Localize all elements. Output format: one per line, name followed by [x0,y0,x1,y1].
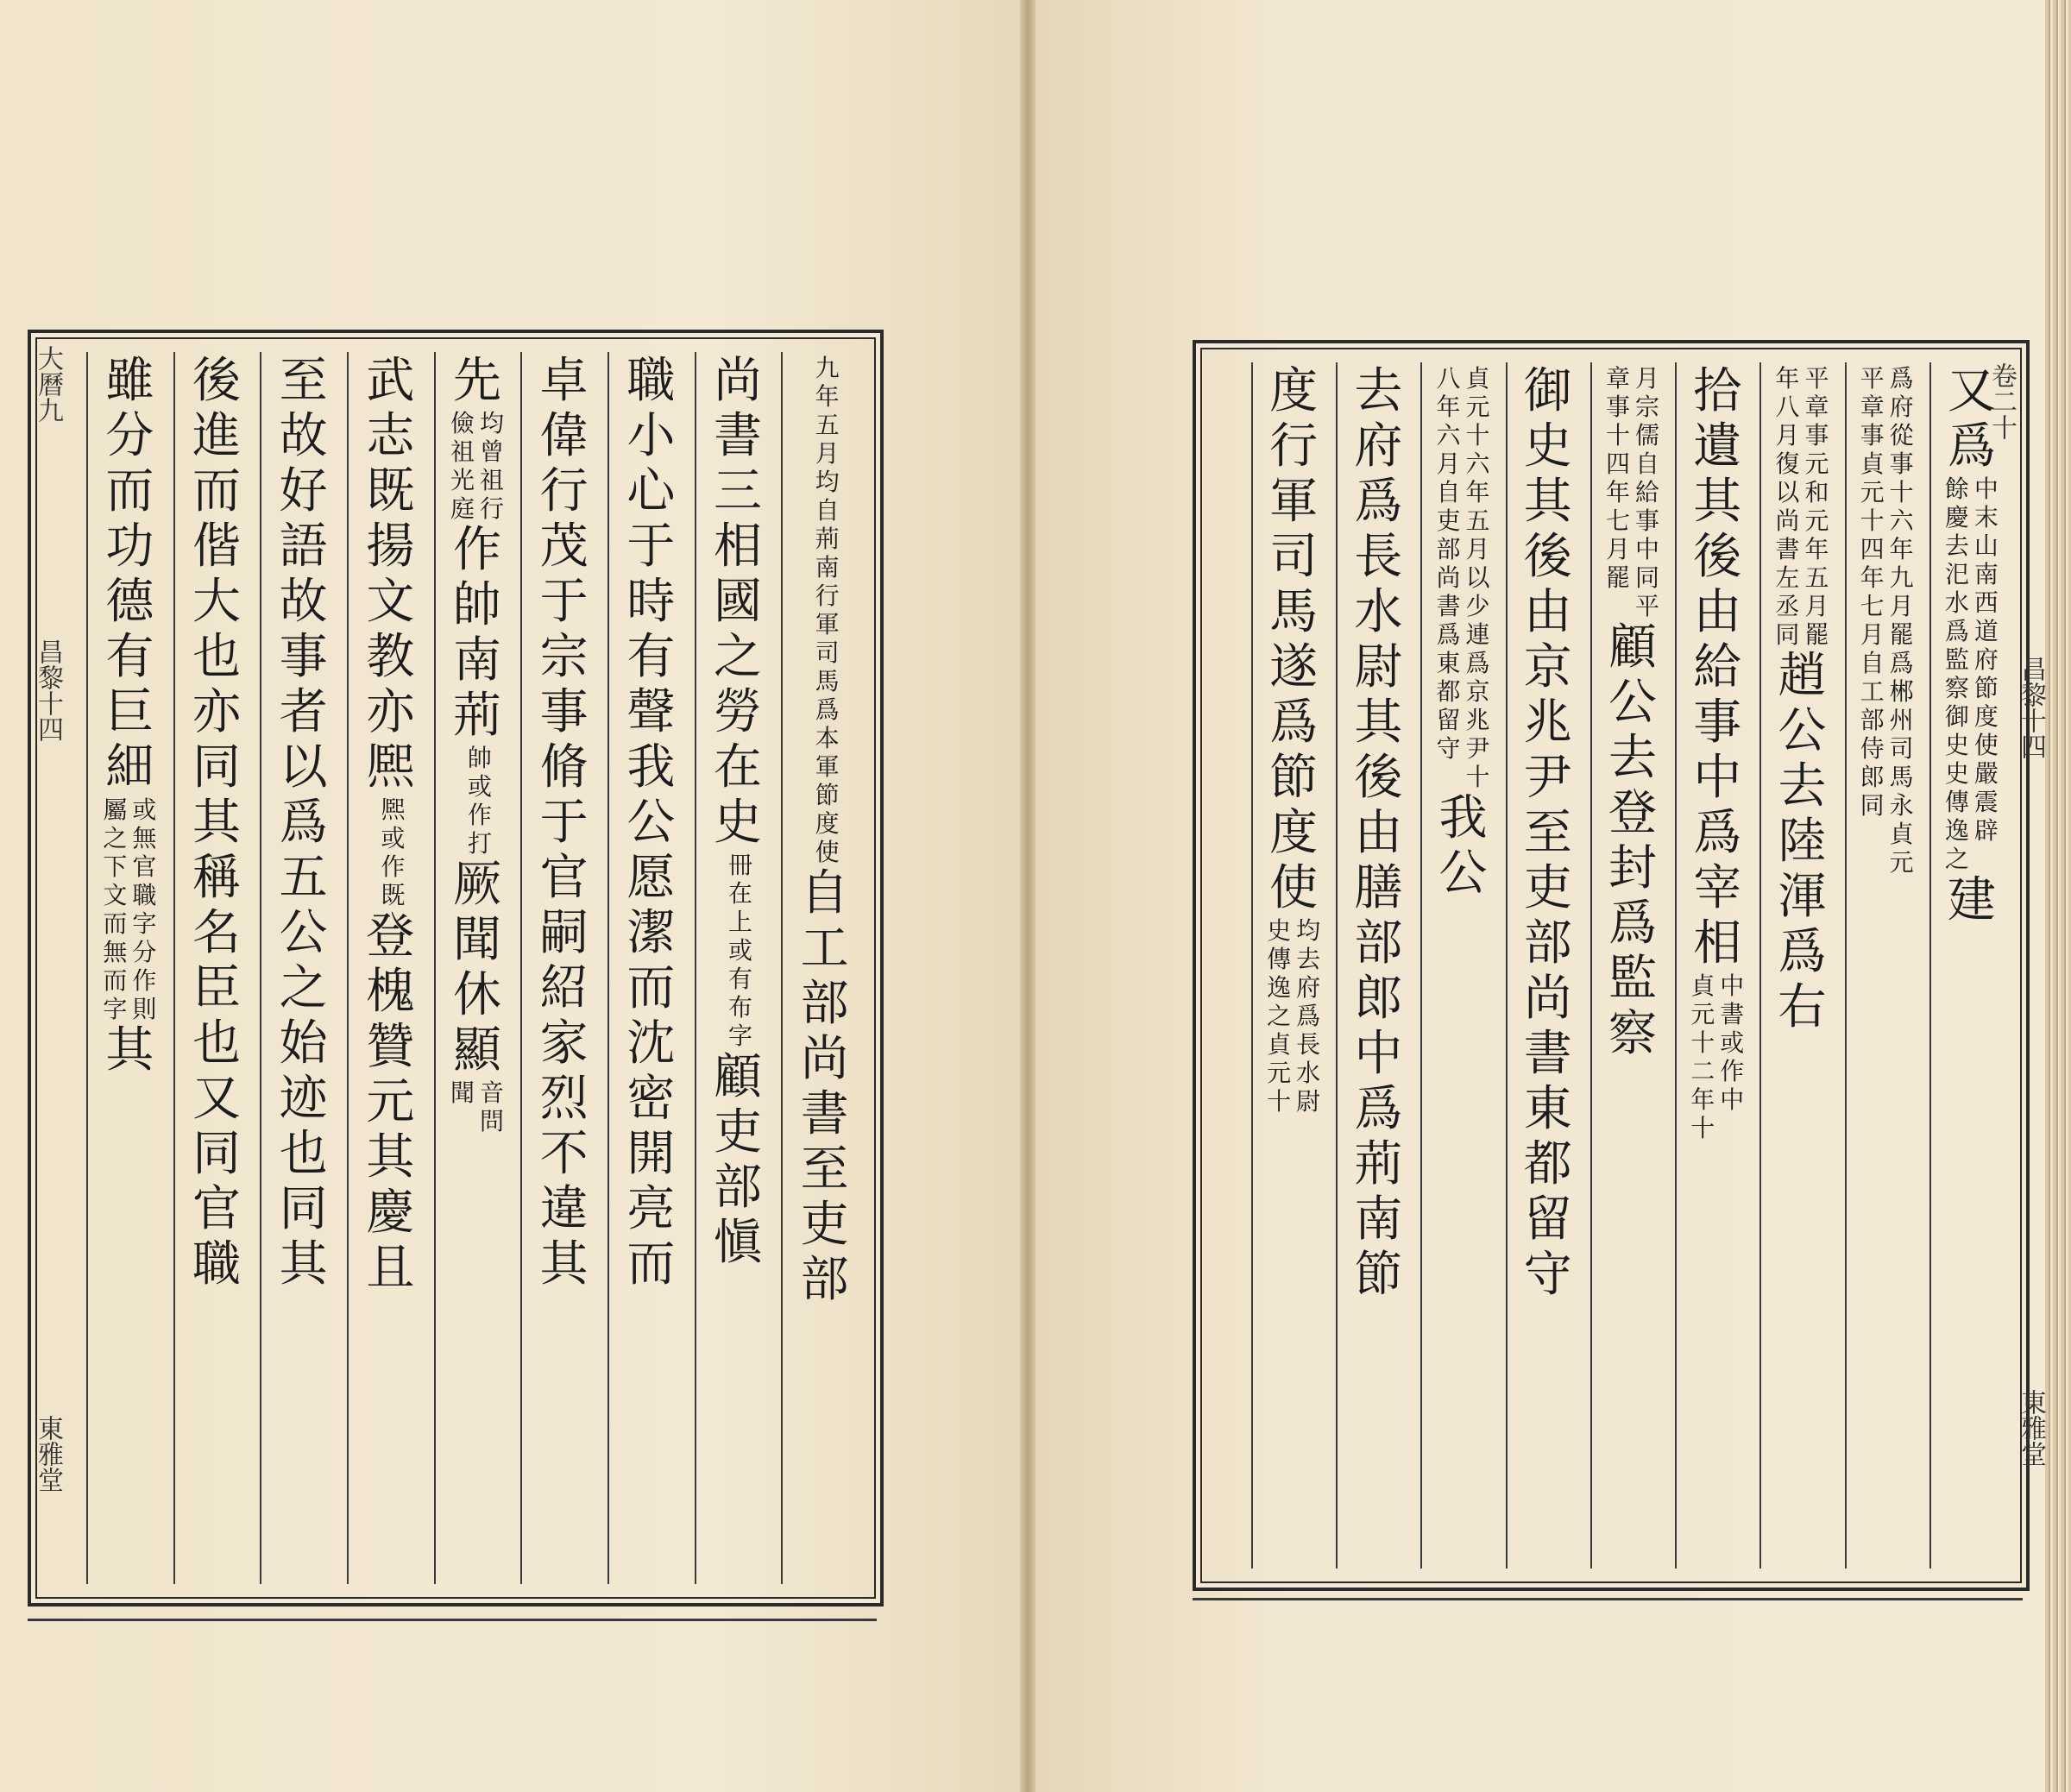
annotation-line: 貞 元 十 二 年 十 [1690,971,1715,1142]
main-text: 又 爲 [1947,363,1996,475]
left-text-frame [28,330,884,1607]
annotation-pair [1860,364,1914,877]
main-text: 至 故 好 語 故 事 者 以 爲 五 公 之 始 迹 也 同 其 [279,353,328,1292]
annotation-line: 中 書 或 作 中 [1720,971,1745,1114]
text-column [781,345,868,1591]
column-divider [1759,362,1761,1569]
main-text: 自 工 部 尚 書 至 吏 部 [800,865,849,1308]
text-column [607,345,695,1591]
column-divider [520,352,522,1584]
column-divider [260,352,261,1584]
annotation-line: 史 傳 逸 之 貞 元 十 [1267,916,1292,1116]
annotation-pair [1267,916,1320,1116]
annotation-line: 冊 在 上 或 有 布 字 [727,851,752,1050]
annotation-line: 餘 慶 去 汜 水 爲 監 察 御 史 史 傳 逸 之 [1944,475,1969,873]
annotation-line: 均 曾 祖 行 [479,409,504,523]
column-divider [1506,362,1508,1569]
main-text: 建 [1947,872,1996,928]
left-bottom-rule [28,1619,877,1621]
column-divider [434,352,436,1584]
annotation-line: 章 事 十 四 年 七 月 罷 [1605,364,1630,592]
annotation-line: 八 年 六 月 自 吏 部 尚 書 爲 東 都 留 守 [1436,364,1461,763]
main-text: 顧 吏 部 愼 [713,1049,762,1271]
annotation-line: 儉 祖 光 庭 [450,409,475,523]
annotation-pair [463,744,492,858]
text-column [1251,355,1336,1575]
annotation-line: 爲 府 從 事 十 六 年 九 月 罷 爲 郴 州 司 馬 永 貞 元 [1889,364,1914,877]
text-column [695,345,782,1591]
annotation-pair [1775,364,1829,649]
annotation-line: 平 章 事 元 和 元 年 五 月 罷 [1804,364,1829,649]
main-text: 尚 書 三 相 國 之 勞 在 史 [713,353,762,851]
annotation-line: 帥 或 作 打 [467,744,492,858]
text-column [347,345,434,1591]
column-divider [1420,362,1422,1569]
text-column [260,345,347,1591]
column-divider [1845,362,1847,1569]
text-column [434,345,521,1591]
main-text: 後 進 而 偕 大 也 亦 同 其 稱 名 臣 也 又 同 官 職 [192,353,241,1292]
annotation-pair [1437,364,1490,791]
annotation-line: 年 八 月 復 以 尚 書 左 丞 同 [1775,364,1800,649]
text-column [1336,355,1420,1575]
column-divider [1336,362,1338,1569]
main-text: 顧 公 去 登 封 爲 監 察 [1608,619,1657,1062]
column-divider [86,352,88,1584]
text-column [1590,355,1675,1575]
column-divider [1251,362,1253,1569]
annotation-line: 聞 [450,1078,475,1107]
column-divider [173,352,175,1584]
annotation-pair [723,851,752,1050]
annotation-line: 音 問 [479,1078,504,1135]
right-columns [1208,355,2017,1575]
column-divider [347,352,349,1584]
text-column [1675,355,1759,1575]
text-column [173,345,261,1591]
text-column [1506,355,1590,1575]
column-divider [1590,362,1592,1569]
left-margin-top-text: 大曆九 [33,345,63,423]
annotation-pair [1690,971,1744,1142]
text-column [1759,355,1844,1575]
annotation-pair [450,1078,504,1135]
main-text: 拾 遺 其 後 由 給 事 中 爲 宰 相 [1693,363,1742,971]
annotation-line: 中 末 山 南 西 道 府 節 度 使 嚴 震 辟 [1973,475,1999,845]
left-columns [43,345,868,1591]
annotation-pair [1945,475,1999,873]
column-divider [1675,362,1677,1569]
main-text: 登 槐 贊 元 其 慶 且 [366,909,415,1296]
main-text: 作 帥 南 荊 [452,522,501,744]
annotation-line: 貞 元 十 六 年 五 月 以 少 連 爲 京 兆 尹 十 [1465,364,1490,791]
right-margin-mid [2011,656,2050,759]
left-margin-bottom [28,1415,67,1493]
right-text-frame [1193,340,2030,1591]
annotation-line: 均 去 府 爲 長 水 尉 [1296,916,1321,1116]
page-edges [2045,0,2071,1792]
right-margin-mid-text: 昌黎十四 [2016,656,2046,759]
annotation-pair [450,409,504,523]
column-divider [695,352,696,1584]
text-column [1929,355,2017,1575]
right-margin-top [1981,362,2021,440]
column-divider [1929,362,1931,1569]
annotation-line: 平 章 事 貞 元 十 四 年 七 月 自 工 部 侍 郎 同 [1860,364,1885,820]
main-text: 其 [105,1022,154,1078]
right-margin-top-text: 卷二十 [1986,362,2017,440]
main-text: 先 [452,353,501,409]
left-margin-top [28,345,67,423]
right-margin-bottom-text: 東雅堂 [2016,1389,2046,1467]
annotation-pair [810,354,840,866]
main-text: 武 志 既 揚 文 教 亦 熈 [366,353,415,795]
annotation-line: 熈 或 作 既 [381,795,406,909]
text-column [520,345,607,1591]
right-margin-bottom [2011,1389,2050,1467]
annotation-line: 九 年 五 月 均 自 荊 南 行 軍 司 馬 爲 本 軍 節 度 使 [815,354,840,866]
annotation-pair [103,795,156,1023]
annotation-line: 月 宗 儒 自 給 事 中 同 平 [1634,364,1659,620]
left-margin-bottom-text: 東雅堂 [33,1415,63,1493]
text-column [1845,355,1929,1575]
main-text: 度 行 軍 司 馬 遂 爲 節 度 使 [1269,363,1319,916]
annotation-line: 或 無 官 職 字 分 作 則 [132,795,157,1023]
main-text: 我 公 [1438,790,1488,902]
book-gutter [1020,0,1036,1792]
main-text: 厥 聞 休 顯 [452,857,501,1078]
column-divider [781,352,783,1584]
left-margin-mid [28,638,67,742]
left-margin-mid-text: 昌黎十四 [33,638,63,742]
annotation-pair [375,795,405,909]
main-text: 卓 偉 行 茂 于 宗 事 脩 于 官 嗣 紹 家 烈 不 違 其 [539,353,589,1292]
column-divider [607,352,609,1584]
right-bottom-rule [1193,1598,2023,1600]
main-text: 雖 分 而 功 德 有 巨 細 [105,353,154,795]
annotation-line: 屬 之 下 文 而 無 而 字 [103,795,128,1023]
text-column [1420,355,1505,1575]
annotation-pair [1606,364,1659,620]
main-text: 御 史 其 後 由 京 兆 尹 至 吏 部 尚 書 東 都 留 守 [1523,363,1572,1303]
main-text: 趙 公 去 陸 渾 爲 右 [1778,648,1827,1035]
main-text: 職 小 心 于 時 有 聲 我 公 愿 潔 而 沈 密 開 亮 而 [626,353,676,1292]
main-text: 去 府 爲 長 水 尉 其 後 由 膳 部 郎 中 爲 荊 南 節 [1354,363,1403,1303]
text-column [86,345,173,1591]
